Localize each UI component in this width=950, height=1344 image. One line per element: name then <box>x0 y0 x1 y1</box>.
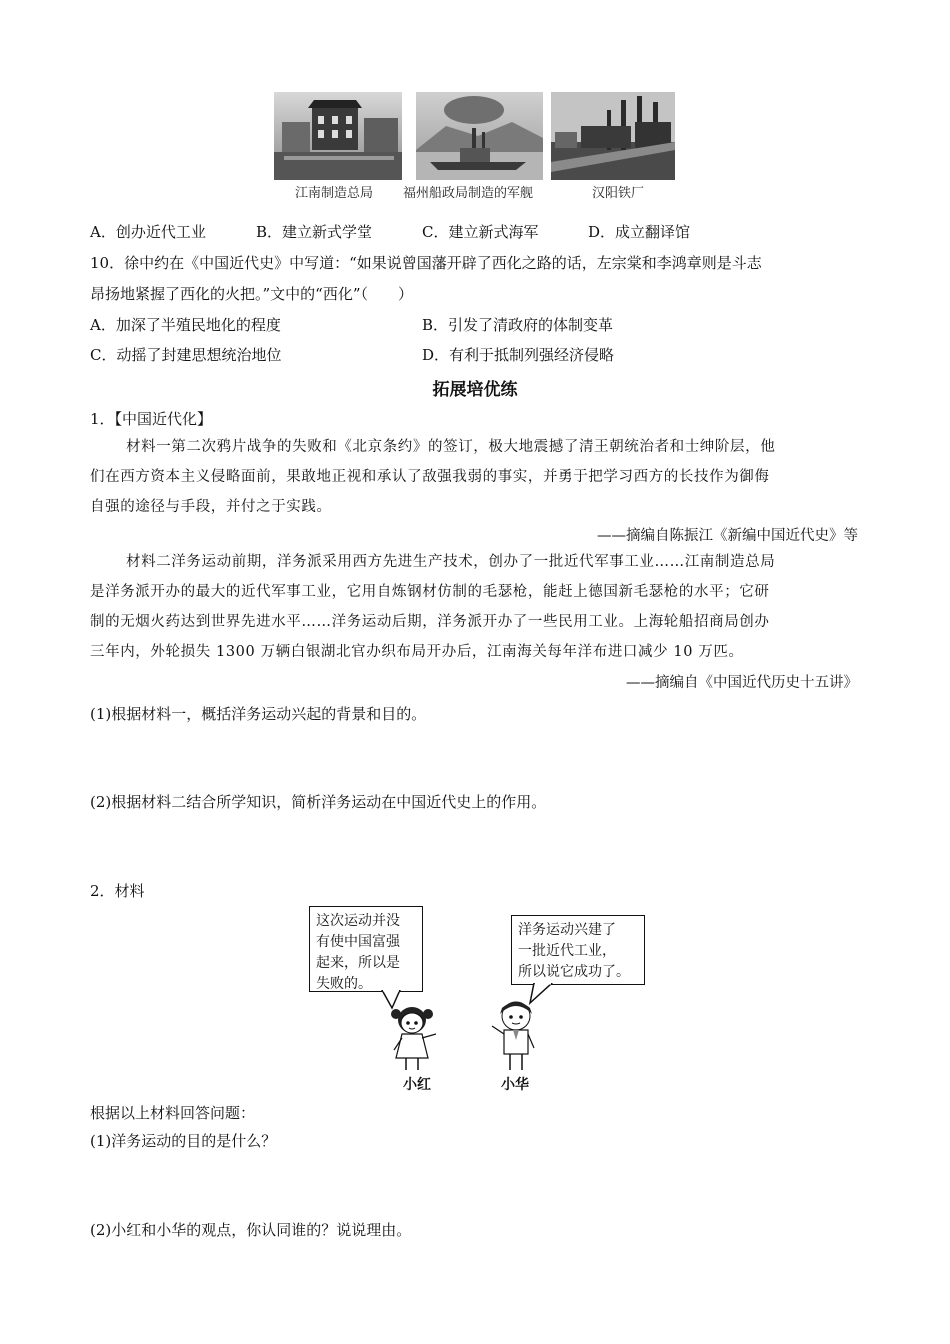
material-two-line: 制的无烟火药达到世界先进水平……洋务运动后期，洋务派开办了一些民用工业。上海轮船招商局创办 <box>90 614 770 630</box>
material-one-source: ——摘编自陈振江《新编中国近代史》等 <box>597 528 858 544</box>
material-one-line: 自强的途径与手段，并付之于实践。 <box>90 499 332 515</box>
name-xiaohong: 小红 <box>403 1077 431 1093</box>
material-one <box>90 432 860 522</box>
q10-stem-line1: 10．徐中约在《中国近代史》中写道：“如果说曾国藩开辟了西化之路的话，左宗棠和李鸿章则是斗志 <box>90 254 762 272</box>
cartoon-boy-xiaohua <box>486 996 546 1072</box>
caption-jiangnan: 江南制造总局 <box>295 186 374 201</box>
q10-option-a: A．加深了半殖民地化的程度 <box>90 316 281 334</box>
photo-hanyang-ironworks <box>551 92 675 180</box>
problem2-intro: 根据以上材料回答问题： <box>90 1104 256 1122</box>
q9-option-b: B．建立新式学堂 <box>256 223 373 241</box>
problem2-title: 2．材料 <box>90 882 145 900</box>
material-two-line: 材料二洋务运动前期，洋务派采用西方先进生产技术，创办了一批近代军事工业……江南制造总局 <box>126 554 776 570</box>
section-title: 拓展培优练 <box>432 380 518 400</box>
material-one-line: 们在西方资本主义侵略面前，果敢地正视和承认了敌强我弱的事实，并勇于把学习西方的长技作为御侮 <box>90 469 770 485</box>
bubble-line: 一批近代工业， <box>518 943 616 959</box>
q9-option-a: A．创办近代工业 <box>90 223 206 241</box>
cartoon-girl-xiaohong <box>386 1004 442 1072</box>
caption-hanyang: 汉阳铁厂 <box>592 186 645 201</box>
caption-fuzhou: 福州船政局制造的军舰 <box>403 186 534 201</box>
bubble-line: 起来，所以是 <box>316 955 400 971</box>
bubble-line: 所以说它成功了。 <box>518 964 630 980</box>
material-two-line: 是洋务派开办的最大的近代军事工业，它用自炼钢材仿制的毛瑟枪，能赶上德国新毛瑟枪的水平；它研 <box>90 584 770 600</box>
name-xiaohua: 小华 <box>501 1077 529 1093</box>
q10-option-d: D．有利于抵制列强经济侵略 <box>422 346 615 364</box>
q9-option-d: D．成立翻译馆 <box>588 223 691 241</box>
q9-option-c: C．建立新式海军 <box>422 223 539 241</box>
material-two-line: 三年内，外轮损失 1300 万辆白银湖北官办织布局开办后，江南海关每年洋布进口减少 10 万匹。 <box>90 644 744 660</box>
problem1-question-1: (1)根据材料一，概括洋务运动兴起的背景和目的。 <box>90 705 427 723</box>
problem2-question-1: (1)洋务运动的目的是什么？ <box>90 1132 277 1150</box>
speech-bubble-xiaohong <box>309 906 423 992</box>
problem1-question-2: (2)根据材料二结合所学知识，简析洋务运动在中国近代史上的作用。 <box>90 793 547 811</box>
material-one-line: 材料一第二次鸦片战争的失败和《北京条约》的签订，极大地震撼了清王朝统治者和士绅阶层，他 <box>126 439 776 455</box>
problem2-question-2: (2)小红和小华的观点，你认同谁的？说说理由。 <box>90 1221 412 1239</box>
q10-stem-line2: 昂扬地紧握了西化的火把。”文中的“西化”（ ） <box>90 285 414 303</box>
bubble-line: 这次运动并没 <box>316 913 400 929</box>
photo-fuzhou-warship <box>416 92 543 180</box>
material-two-source: ——摘编自《中国近代历史十五讲》 <box>626 675 858 691</box>
photo-jiangnan-arsenal <box>274 92 402 180</box>
bubble-line: 有使中国富强 <box>316 934 400 950</box>
material-two <box>90 547 860 667</box>
q10-option-b: B．引发了清政府的体制变革 <box>422 316 614 334</box>
problem1-title: 1．【中国近代化】 <box>90 410 213 428</box>
speech-bubble-xiaohua <box>511 915 645 985</box>
q10-option-c: C．动摇了封建思想统治地位 <box>90 346 282 364</box>
bubble-line: 洋务运动兴建了 <box>518 922 616 938</box>
bubble-line: 失败的。 <box>316 976 372 992</box>
